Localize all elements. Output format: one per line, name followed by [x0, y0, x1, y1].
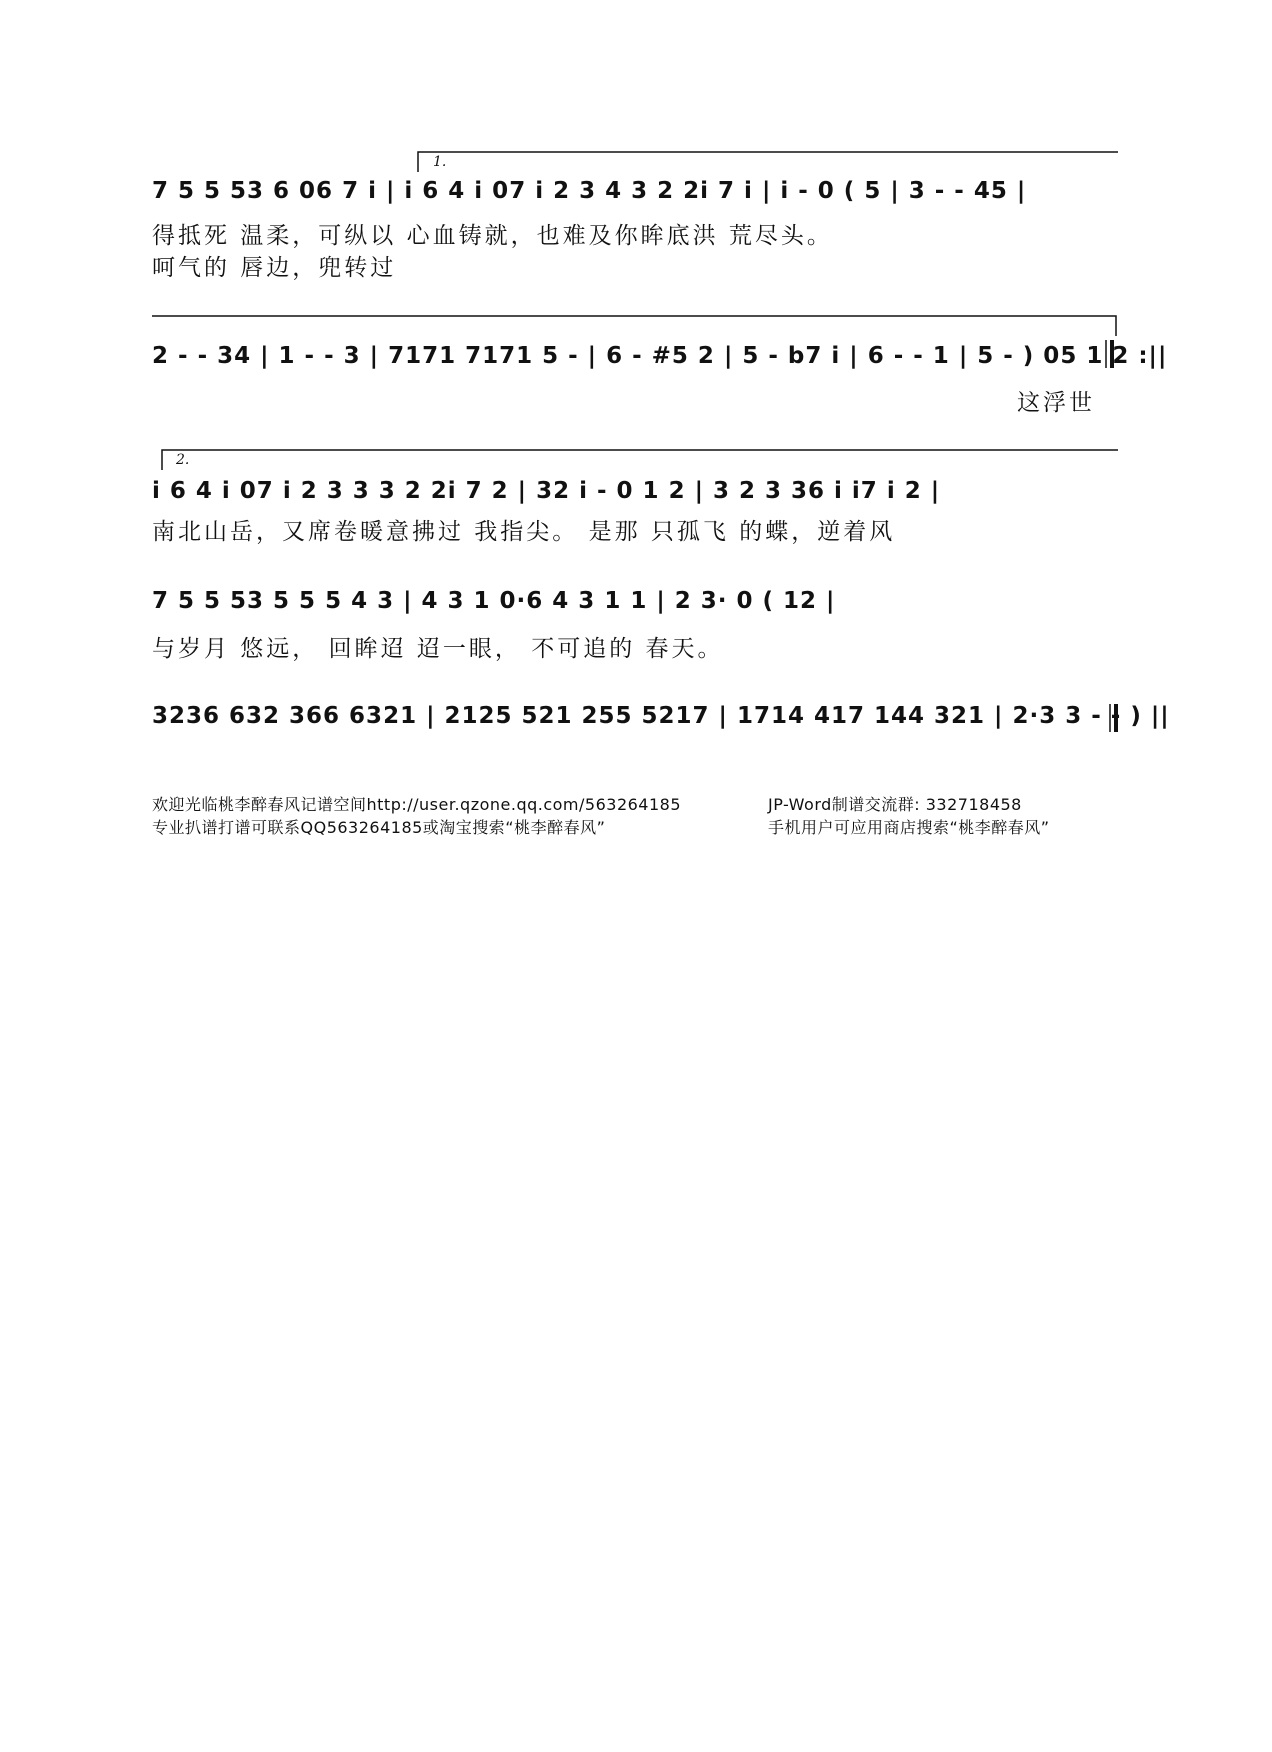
footer-line-2-right: 手机用户可应用商店搜索“桃李醉春风”: [768, 818, 1050, 837]
footer-line-1-right: JP-Word制谱交流群: 332718458: [768, 795, 1022, 814]
notation-line-5: 3236 632 366 6321 | 2125 521 255 5217 | 1714 417 144 321 | 2·3 3 - - ) ||: [152, 703, 1170, 729]
footer-line-2-left: 专业扒谱打谱可联系QQ563264185或淘宝搜索“桃李醉春风”: [152, 818, 606, 837]
volta-1-number: 1.: [433, 154, 447, 170]
notation-line-4: 7 5 5 53 5 5 5 4 3 | 4 3 1 0·6 4 3 1 1 | 2 3· 0 ( 12 |: [152, 588, 836, 614]
volta-2-number: 2.: [176, 452, 190, 468]
footer-line-1-left: 欢迎光临桃李醉春风记谱空间http://user.qzone.qq.com/563264185: [152, 795, 682, 814]
notation-line-2: 2 - - 34 | 1 - - 3 | 7171 7171 5 - | 6 - #5 2 | 5 - b7 i | 6 - - 1 | 5 - ) 05 1 2 :||: [152, 343, 1168, 369]
lyric-line-4a: 与岁月 悠远， 回眸迢 迢一眼， 不可追的 春天。: [152, 636, 724, 662]
lyric-line-3a: 南北山岳，又席卷暖意拂过 我指尖。 是那 只孤飞 的蝶，逆着风: [152, 519, 896, 545]
lyric-line-2a: 这浮世: [1017, 390, 1095, 416]
lyric-line-1a: 得抵死 温柔，可纵以 心血铸就，也难及你眸底洪 荒尽头。: [152, 223, 833, 249]
lyric-line-1b: 呵气的 唇边，兜转过: [152, 255, 397, 281]
notation-line-1: 7 5 5 53 6 06 7 i | i 6 4 i 07 i 2 3 4 3 2 2i 7 i | i - 0 ( 5 | 3 - - 45 |: [152, 178, 1027, 204]
notation-line-3: i 6 4 i 07 i 2 3 3 3 2 2i 7 2 | 32 i - 0 1 2 | 3 2 3 36 i i7 i 2 |: [152, 478, 941, 504]
